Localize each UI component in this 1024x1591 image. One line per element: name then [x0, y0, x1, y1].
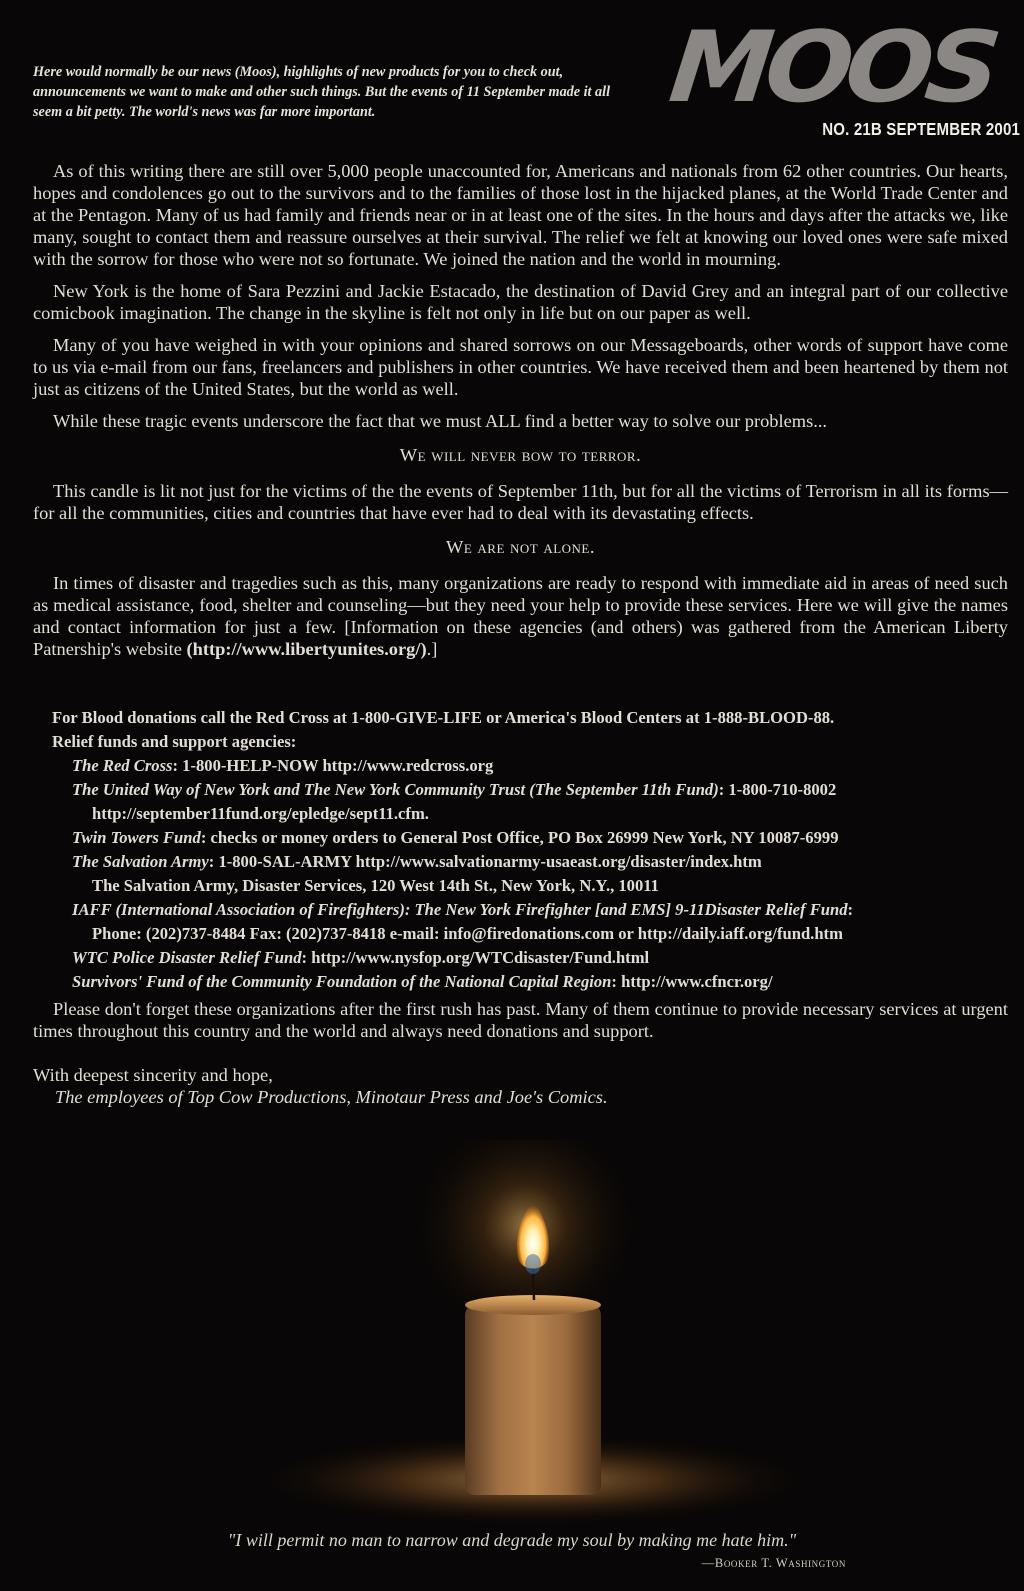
paragraph-2: New York is the home of Sara Pezzini and Jackie Estacado, the destination of David Grey and an integral part of our collective comicbook imagination. The change in the skyline is felt not only in life but on our paper as well.	[33, 281, 1008, 323]
agency-contact-continued[interactable]: The Salvation Army, Disaster Services, 120 West 14th St., New York, N.Y., 10011	[92, 876, 659, 895]
agency-item	[52, 946, 1012, 970]
signature: The employees of Top Cow Productions, Minotaur Press and Joe's Comics.	[55, 1087, 608, 1107]
agency-contact-continued[interactable]: http://september11fund.org/epledge/sept11.cfm.	[92, 804, 429, 823]
motto-not-alone: We are not alone.	[446, 537, 595, 557]
agency-item	[52, 778, 1012, 802]
flame-base-blue	[525, 1254, 541, 1274]
closing-quote: "I will permit no man to narrow and degrade my soul by making me hate him."	[227, 1530, 797, 1550]
paragraph-5: This candle is lit not just for the victims of the the events of September 11th, but for all the victims of Terrorism in all its forms—for all the communities, cities and countries that have ever had to deal with its devastating effects.	[33, 481, 1008, 523]
blood-donation-line: For Blood donations call the Red Cross at 1-800-GIVE-LIFE or America's Blood Centers at 1-888-BLOOD-88.	[52, 708, 835, 727]
agency-item	[52, 898, 1012, 922]
intro-text: Here would normally be our news (Moos), highlights of new products for you to check out, announcements we want to make and other such things. But the events of 11 September made it all seem a bit petty. The world's news was far more important.	[33, 64, 611, 120]
candle-body	[465, 1305, 601, 1495]
agency-list	[52, 706, 1012, 994]
agency-contact[interactable]: : http://www.cfncr.org/	[611, 972, 773, 991]
agency-name: Survivors' Fund of the Community Foundation of the National Capital Region	[72, 972, 612, 991]
paragraph-6	[33, 572, 1008, 660]
article-body	[33, 160, 1008, 670]
agency-name: The United Way of New York and The New York Community Trust (The September 11th Fund)	[72, 780, 719, 799]
issue-number: NO. 21B SEPTEMBER 2001	[822, 119, 1020, 139]
agency-contact[interactable]: : 1-800-HELP-NOW http://www.redcross.org	[172, 756, 494, 775]
agency-contact[interactable]: : http://www.nysfop.org/WTCdisaster/Fund.html	[301, 948, 650, 967]
quote-attribution: —Booker T. Washington	[701, 1556, 846, 1570]
agency-contact[interactable]: :	[847, 900, 854, 919]
agency-name: IAFF (International Association of Firefighters): The New York Firefighter [and EMS] 9-11Disaster Relief Fund	[72, 900, 848, 919]
paragraph-6-text: In times of disaster and tragedies such as this, many organizations are ready to respond with immediate aid in areas of need such as medical assistance, food, shelter and counseling—but they need your help to provide these services. Here we will give the names and contact information for just a few. [Information on these agencies (and others) was gathered from the American Liberty Patnership's website	[33, 573, 1008, 659]
agency-contact[interactable]: : 1-800-710-8002	[718, 780, 837, 799]
agency-item	[52, 970, 1012, 994]
liberty-unites-link[interactable]: (http://www.libertyunites.org/)	[186, 639, 427, 659]
candle-illustration	[0, 1140, 1024, 1530]
agency-item	[52, 826, 1012, 850]
agency-item	[52, 850, 1012, 874]
moos-logo: MOOS	[664, 11, 1000, 125]
closing-paragraph: Please don't forget these organizations after the first rush has past. Many of them continue to provide necessary services at urgent times throughout this country and the world and always need donations and support.	[33, 999, 1008, 1041]
paragraph-4: While these tragic events underscore the fact that we must ALL find a better way to solve our problems...	[53, 411, 828, 431]
agency-items	[52, 754, 1012, 994]
signature-block	[33, 1064, 608, 1108]
signoff: With deepest sincerity and hope,	[33, 1065, 273, 1085]
paragraph-3: Many of you have weighed in with your opinions and shared sorrows on our Messageboards, other words of support have come to us via e-mail from our fans, freelancers and publishers in other countries. We have received them and been heartened by them not just as citizens of the United States, but the world as well.	[33, 335, 1008, 399]
agency-contact-continued[interactable]: Phone: (202)737-8484 Fax: (202)737-8418 e-mail: info@firedonations.com or http://daily.iaff.org/fund.htm	[92, 924, 843, 943]
agency-contact[interactable]: : 1-800-SAL-ARMY http://www.salvationarmy-usaeast.org/disaster/index.htm	[208, 852, 762, 871]
relief-heading: Relief funds and support agencies:	[52, 732, 297, 751]
agency-item	[52, 754, 1012, 778]
motto-never-bow: We will never bow to terror.	[399, 445, 642, 465]
agency-name: Twin Towers Fund	[72, 828, 201, 847]
paragraph-6-end: .]	[426, 639, 438, 659]
agency-contact[interactable]: : checks or money orders to General Post Office, PO Box 26999 New York, NY 10087-6999	[200, 828, 839, 847]
agency-name: The Salvation Army	[72, 852, 209, 871]
paragraph-1: As of this writing there are still over 5,000 people unaccounted for, Americans and nationals from 62 other countries. Our hearts, hopes and condolences go out to the survivors and to the families of those lost in the hijacked planes, at the World Trade Center and at the Pentagon. Many of us had family and friends near or in at least one of the sites. In the hours and days after the attacks we, like many, sought to contact them and reassure ourselves at their survival. The relief we felt at knowing our loved ones were safe mixed with the sorrow for those who were not so fortunate. We joined the nation and the world in mourning.	[33, 161, 1008, 269]
agency-name: The Red Cross	[72, 756, 173, 775]
agency-name: WTC Police Disaster Relief Fund	[72, 948, 302, 967]
candle-svg	[0, 1140, 1024, 1530]
